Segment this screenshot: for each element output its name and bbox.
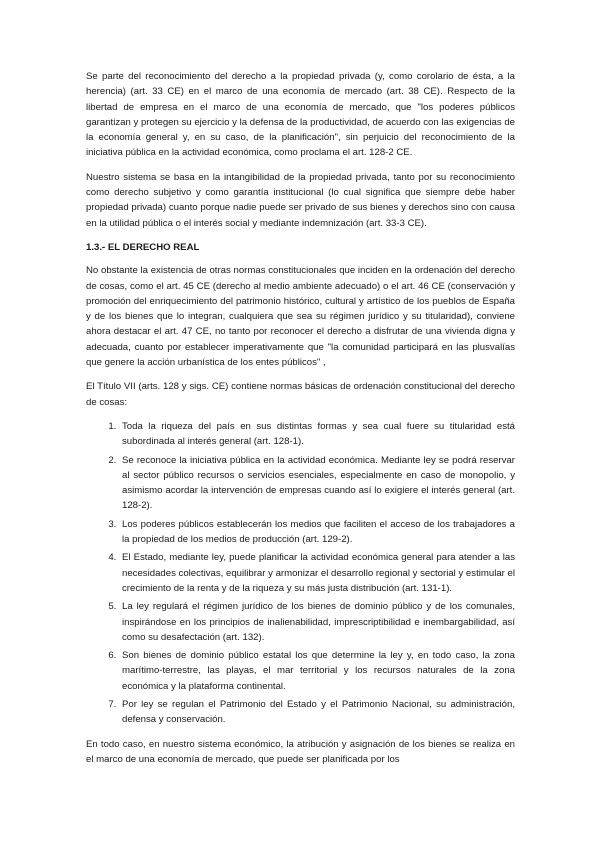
paragraph-closing: En todo caso, en nuestro sistema económico, la atribución y asignación de los bienes se realiza en el marco de una economía de mercado, que puede ser planificada por los — [86, 738, 515, 765]
paragraph-constitutional-norms: No obstante la existencia de otras normas constitucionales que inciden en la ordenación del derecho de cosas, como el art. 45 CE (derecho al medio ambiente adecuado) o el art. 46 CE (conservación y promoción del enriquecimiento del patrimonio histórico, cultural y artístico de los pueblos de España y de los bienes que lo integran, cualquiera que sea su régimen jurídico y su titularidad), conviene ahora destacar el art. 47 CE, no tanto por reconocer el derecho a disfrutar de una vivienda digna y adecuada, cuanto por establecer imperativamente que "la comunidad participará en las plusvalías que genere la acción urbanística de los entes públicos" , — [86, 265, 515, 369]
list-item: 6. Son bienes de dominio público estatal los que determine la ley y, en todo caso, la zona marítimo-terrestre, las playas, el mar territorial y los recursos naturales de la zona económica y la plataforma continental. — [119, 648, 515, 694]
section-heading: 1.3.- EL DERECHO REAL — [86, 241, 200, 253]
list-item: 5. La ley regulará el régimen jurídico de los bienes de dominio público y de los comunales, inspirándose en los principios de inalienabilidad, imprescriptibilidad e inembargabilidad, así como su desafectación (art. 132). — [119, 599, 515, 645]
paragraph-property-market: Se parte del reconocimiento del derecho a la propiedad privada (y, como corolario de ésta, a la herencia) (art. 33 CE) en el marco de una economía de mercado (art. 38 CE). Respecto de la libertad de empresa en el marco de una economía de mercado, que "los poderes públicos garantizan y protegen su ejercicio y la defensa de la productividad, de acuerdo con las exigencias de la economía general y, en su caso, de la planificación", sin perjuicio del reconocimiento de la iniciativa pública en la actividad económica, como proclama el art. 128-2 CE. — [86, 71, 515, 159]
list-item: 3. Los poderes públicos establecerán los medios que faciliten el acceso de los trabajadores a la propiedad de los medios de producción (art. 129-2). — [119, 517, 515, 548]
list-item: 4. El Estado, mediante ley, puede planificar la actividad económica general para atender a las necesidades colectivas, equilibrar y armonizar el desarrollo regional y sectorial y estimular el crecimiento de la renta y de la riqueza y su más justa distribución (art. 131-1). — [119, 550, 515, 596]
list-item: 7. Por ley se regulan el Patrimonio del Estado y el Patrimonio Nacional, su administración, defensa y conservación. — [119, 697, 515, 728]
list-item: 2. Se reconoce la iniciativa pública en la actividad económica. Mediante ley se podrá reservar al sector público recursos o servicios esenciales, especialmente en caso de monopolio, y asimismo acordar la intervención de empresas cuando así lo exigiere el interés general (art. 128-2). — [119, 453, 515, 514]
paragraph-private-property: Nuestro sistema se basa en la intangibilidad de la propiedad privada, tanto por su reconocimiento como derecho subjetivo y como garantía institucional (lo cual significa que siempre debe haber propiedad privada) cuanto porque nadie puede ser privado de sus bienes y derechos sino con causa en la utilidad pública o el interés social y mediante indemnización (art. 33-3 CE). — [86, 171, 515, 229]
list-intro: El Título VII (arts. 128 y sigs. CE) contiene normas básicas de ordenación constitucional del derecho de cosas: — [86, 381, 515, 408]
list-item: 1. Toda la riqueza del país en sus distintas formas y sea cual fuere su titularidad está subordinada al interés general (art. 128-1). — [119, 419, 515, 450]
numbered-list — [86, 419, 515, 728]
